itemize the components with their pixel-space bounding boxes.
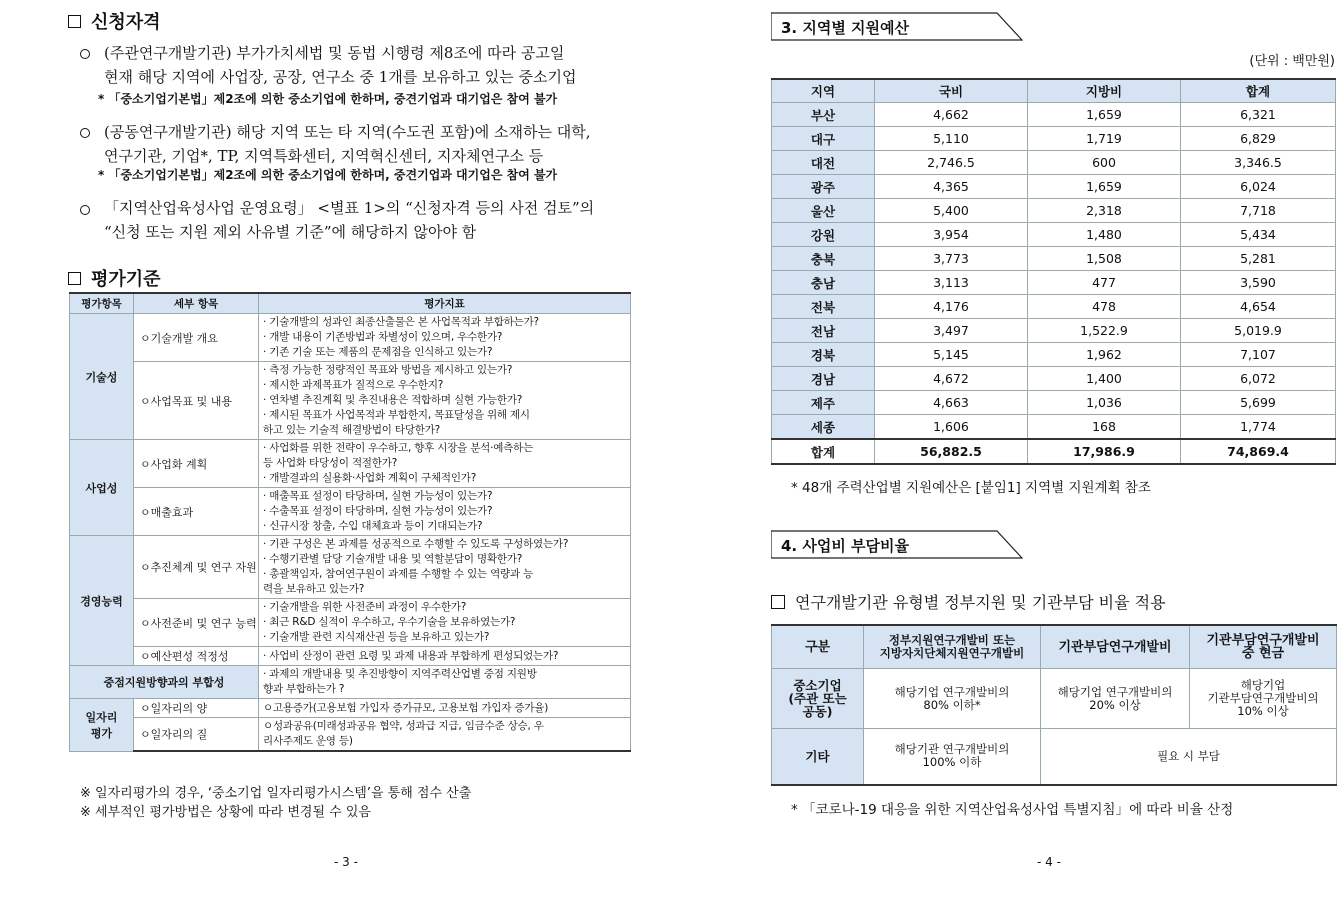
local-cell: 1,659	[1028, 103, 1181, 127]
header-cell	[864, 625, 1041, 669]
budget-title: 3. 지역별 지원예산	[781, 19, 910, 37]
indicator-cell	[259, 666, 631, 699]
cell-line: 기관부담연구개발비의	[1207, 691, 1319, 705]
sub-item-cell: ㅇ추진체계 및 연구 자원	[134, 536, 259, 599]
indicator-cell	[259, 599, 631, 647]
eligibility-note-1: * 「중소기업기본법」제2조에 의한 중소기업에 한하며, 중견기업과 대기업은 참여 불가	[98, 92, 558, 106]
circle-bullet-icon	[80, 205, 90, 215]
local-cell: 478	[1028, 295, 1181, 319]
ratio-cell	[864, 669, 1041, 729]
indicator-line: · 수출목표 설정이 타당하며, 실현 가능성이 있는가?	[263, 505, 493, 517]
table-row	[772, 729, 1337, 785]
page-number: - 4 -	[1037, 855, 1061, 869]
national-cell: 2,746.5	[875, 151, 1028, 175]
indicator-line: · 측정 가능한 정량적인 목표와 방법을 제시하고 있는가?	[263, 364, 513, 376]
category-line: 일자리	[85, 710, 118, 724]
local-cell: 1,962	[1028, 343, 1181, 367]
national-cell: 4,663	[875, 391, 1028, 415]
total-label: 합계	[772, 439, 875, 464]
table-row	[772, 343, 1336, 367]
national-cell: 4,176	[875, 295, 1028, 319]
local-cell: 1,508	[1028, 247, 1181, 271]
indicator-line: · 연차별 추진계획 및 추진내용은 적합하며 실현 가능한가?	[263, 394, 523, 406]
table-row	[772, 271, 1336, 295]
total-local: 17,986.9	[1028, 439, 1181, 464]
sub-item-cell: ㅇ사전준비 및 연구 능력	[134, 599, 259, 647]
header-cell: 구분	[772, 625, 864, 669]
category-line: 평가	[90, 726, 113, 740]
table-row	[772, 367, 1336, 391]
table-header-row	[772, 625, 1337, 669]
total-sum: 74,869.4	[1181, 439, 1336, 464]
indicator-line: · 제시된 목표가 사업목적과 부합한지, 목표달성을 위해 제시	[263, 409, 530, 421]
region-cell: 경북	[772, 343, 875, 367]
region-cell: 세종	[772, 415, 875, 440]
cell-line: 해당기업	[1240, 678, 1286, 692]
region-cell: 전남	[772, 319, 875, 343]
total-row	[772, 439, 1336, 464]
indicator-line: · 기관 구성은 본 과제를 성공적으로 수행할 수 있도록 구성하였는가?	[263, 538, 569, 550]
sub-item-cell: ㅇ예산편성 적정성	[134, 647, 259, 666]
category-line: 공동)	[802, 704, 833, 719]
national-cell: 5,400	[875, 199, 1028, 223]
local-cell: 600	[1028, 151, 1181, 175]
indicator-line: · 매출목표 설정이 타당하며, 실현 가능성이 있는가?	[263, 490, 493, 502]
ratio-cell	[1190, 669, 1337, 729]
ratio-cell	[864, 729, 1041, 785]
eligibility-item-1-line2: 현재 해당 지역에 사업장, 공장, 연구소 중 1개를 보유하고 있는 중소기업	[104, 68, 577, 86]
table-row	[70, 699, 631, 718]
category-cell	[772, 669, 864, 729]
indicator-line: · 총괄책임자, 참여연구원이 과제를 수행할 수 있는 역량과 능	[263, 568, 534, 580]
header-cell: 지역	[772, 79, 875, 103]
cell-line: 100% 이하	[922, 755, 982, 770]
sum-cell: 1,774	[1181, 415, 1336, 440]
category-cell	[70, 699, 134, 752]
header-cell: 기관부담연구개발비	[1041, 625, 1190, 669]
indicator-cell	[259, 647, 631, 666]
table-row	[70, 599, 631, 647]
eligibility-item-3	[104, 196, 594, 244]
local-cell: 1,400	[1028, 367, 1181, 391]
category-line: (주관 또는	[788, 691, 847, 706]
sum-cell: 5,281	[1181, 247, 1336, 271]
national-cell: 5,145	[875, 343, 1028, 367]
table-row	[772, 415, 1336, 440]
circle-bullet-icon	[80, 128, 90, 138]
local-cell: 1,522.9	[1028, 319, 1181, 343]
sum-cell: 6,024	[1181, 175, 1336, 199]
table-row	[772, 247, 1336, 271]
indicator-cell	[259, 718, 631, 752]
indicator-line: ㅇ성과공유(미래성과공유 협약, 성과급 지급, 임금수준 상승, 우	[263, 720, 544, 732]
indicator-line: 향과 부합하는가 ?	[263, 683, 345, 695]
eligibility-item-3-line2: “신청 또는 지원 제외 사유별 기준”에 해당하지 않아야 함	[104, 223, 477, 241]
unit-label: (단위 : 백만원)	[1249, 54, 1335, 69]
national-cell: 3,773	[875, 247, 1028, 271]
budget-table	[771, 78, 1336, 465]
cell-line: 해당기업 연구개발비의	[1057, 684, 1173, 699]
budget-note: * 48개 주력산업별 지원예산은 [붙임1] 지역별 지원계획 참조	[791, 480, 1151, 496]
table-row	[772, 175, 1336, 199]
sum-cell: 7,718	[1181, 199, 1336, 223]
national-cell: 4,662	[875, 103, 1028, 127]
table-row	[772, 127, 1336, 151]
region-cell: 광주	[772, 175, 875, 199]
table-row	[772, 319, 1336, 343]
table-row	[772, 151, 1336, 175]
region-cell: 제주	[772, 391, 875, 415]
indicator-cell	[259, 536, 631, 599]
indicator-line: 등 사업화 타당성이 적절한가?	[263, 457, 398, 469]
cell-line: 80% 이하*	[923, 697, 981, 712]
national-cell: 3,954	[875, 223, 1028, 247]
sum-cell: 6,321	[1181, 103, 1336, 127]
ratio-subtitle	[771, 590, 1166, 613]
indicator-cell	[259, 362, 631, 440]
local-cell: 1,036	[1028, 391, 1181, 415]
indicator-cell	[259, 699, 631, 718]
sum-cell: 5,434	[1181, 223, 1336, 247]
table-row	[772, 199, 1336, 223]
local-cell: 477	[1028, 271, 1181, 295]
evaluation-note-1: ※ 일자리평가의 경우, ‘중소기업 일자리평가시스템’을 통해 점수 산출	[80, 786, 472, 801]
category-cell: 경영능력	[70, 536, 134, 666]
indicator-line: 하고 있는 기술적 해결방법이 타당한가?	[263, 424, 441, 436]
table-header-row	[772, 79, 1336, 103]
table-row	[772, 295, 1336, 319]
local-cell: 1,659	[1028, 175, 1181, 199]
sub-item-cell: ㅇ일자리의 양	[134, 699, 259, 718]
category-cell: 기술성	[70, 314, 134, 440]
local-cell: 1,480	[1028, 223, 1181, 247]
eligibility-heading	[68, 8, 161, 34]
header-cell: 지방비	[1028, 79, 1181, 103]
sum-cell: 6,829	[1181, 127, 1336, 151]
category-cell: 중점지원방향과의 부합성	[70, 666, 259, 699]
table-row	[70, 536, 631, 599]
region-cell: 부산	[772, 103, 875, 127]
region-cell: 전북	[772, 295, 875, 319]
indicator-cell	[259, 440, 631, 488]
evaluation-note-2: ※ 세부적인 평가방법은 상황에 따라 변경될 수 있음	[80, 805, 371, 820]
national-cell: 5,110	[875, 127, 1028, 151]
indicator-line: · 최근 R&D 실적이 우수하고, 우수기술을 보유하였는가?	[263, 616, 516, 628]
ratio-table	[771, 624, 1337, 786]
page-4	[660, 0, 1341, 917]
indicator-line: · 개발 내용이 기존방법과 차별성이 있으며, 우수한가?	[263, 331, 503, 343]
region-cell: 울산	[772, 199, 875, 223]
sub-item-cell: ㅇ사업화 계획	[134, 440, 259, 488]
sum-cell: 3,590	[1181, 271, 1336, 295]
sum-cell: 4,654	[1181, 295, 1336, 319]
sub-item-cell: ㅇ사업목표 및 내용	[134, 362, 259, 440]
checkbox-icon	[771, 595, 785, 609]
eligibility-item-1-line1: (주관연구개발기관) 부가가치세법 및 동법 시행령 제8조에 따라 공고일	[104, 44, 565, 62]
local-cell: 1,719	[1028, 127, 1181, 151]
page-number: - 3 -	[334, 855, 358, 869]
header-cell: 합계	[1181, 79, 1336, 103]
ratio-subtitle-text: 연구개발기관 유형별 정부지원 및 기관부담 비율 적용	[795, 593, 1166, 612]
table-row	[772, 223, 1336, 247]
sum-cell: 5,699	[1181, 391, 1336, 415]
sum-cell: 5,019.9	[1181, 319, 1336, 343]
region-cell: 충남	[772, 271, 875, 295]
cell-line: 해당기관 연구개발비의	[894, 742, 1010, 757]
indicator-line: · 신규시장 창출, 수입 대체효과 등이 기대되는가?	[263, 520, 483, 532]
indicator-line: 리사주제도 운영 등)	[263, 735, 353, 747]
local-cell: 168	[1028, 415, 1181, 440]
eligibility-item-2-line1: (공동연구개발기관) 해당 지역 또는 타 지역(수도권 포함)에 소재하는 대학,	[104, 123, 591, 141]
header-line: 지방자치단체지원연구개발비	[879, 646, 1025, 660]
indicator-line: · 과제의 개발내용 및 추진방향이 지역주력산업별 중점 지원방	[263, 668, 537, 680]
cell-line: 해당기업 연구개발비의	[894, 684, 1010, 699]
cell-line: 20% 이상	[1089, 697, 1141, 712]
table-row	[772, 669, 1337, 729]
table-row	[772, 391, 1336, 415]
ratio-cell: 필요 시 부담	[1041, 729, 1337, 785]
circle-bullet-icon	[80, 49, 90, 59]
indicator-line: · 제시한 과제목표가 질적으로 우수한지?	[263, 379, 444, 391]
eligibility-title: 신청자격	[91, 12, 161, 33]
header-line: 정부지원연구개발비 또는	[888, 633, 1016, 647]
sum-cell: 7,107	[1181, 343, 1336, 367]
evaluation-heading	[68, 265, 161, 291]
eligibility-item-3-line1: 「지역산업육성사업 운영요령」 <별표 1>의 “신청자격 등의 사전 검토”의	[104, 199, 595, 217]
header-cell	[1190, 625, 1337, 669]
indicator-cell	[259, 488, 631, 536]
table-row	[772, 103, 1336, 127]
category-cell: 사업성	[70, 440, 134, 536]
header-line: 기관부담연구개발비	[1206, 633, 1320, 648]
category-cell: 기타	[772, 729, 864, 785]
ratio-note: * 「코로나-19 대응을 위한 지역산업육성사업 특별지침」에 따라 비율 산정	[791, 802, 1234, 818]
header-cell: 국비	[875, 79, 1028, 103]
sub-item-cell: ㅇ매출효과	[134, 488, 259, 536]
checkbox-icon	[68, 15, 81, 28]
total-national: 56,882.5	[875, 439, 1028, 464]
indicator-line: ㅇ고용증가(고용보험 가입자 증가규모, 고용보험 가입자 증가율)	[263, 701, 549, 714]
region-cell: 대전	[772, 151, 875, 175]
national-cell: 1,606	[875, 415, 1028, 440]
indicator-line: · 사업비 산정이 관련 요령 및 과제 내용과 부합하게 편성되었는가?	[263, 649, 559, 662]
indicator-line: · 사업화를 위한 전략이 우수하고, 향후 시장을 분석·예측하는	[263, 442, 534, 454]
region-cell: 충북	[772, 247, 875, 271]
table-row	[70, 362, 631, 440]
evaluation-table	[69, 292, 631, 752]
region-cell: 대구	[772, 127, 875, 151]
eligibility-item-2	[104, 120, 591, 168]
category-line: 중소기업	[793, 678, 842, 693]
checkbox-icon	[68, 272, 81, 285]
table-row	[70, 488, 631, 536]
table-row	[70, 314, 631, 362]
national-cell: 3,497	[875, 319, 1028, 343]
indicator-line: · 수행기관별 담당 기술개발 내용 및 역할분담이 명확한가?	[263, 553, 523, 565]
header-line: 중 현금	[1241, 646, 1285, 661]
eligibility-note-2: * 「중소기업기본법」제2조에 의한 중소기업에 한하며, 중견기업과 대기업은 참여 불가	[98, 168, 558, 182]
indicator-line: · 개발결과의 실용화·사업화 계획이 구체적인가?	[263, 472, 477, 484]
table-row	[70, 647, 631, 666]
table-row	[70, 666, 631, 699]
cell-line: 10% 이상	[1237, 704, 1289, 718]
ratio-cell	[1041, 669, 1190, 729]
region-cell: 경남	[772, 367, 875, 391]
region-cell: 강원	[772, 223, 875, 247]
page-3	[0, 0, 660, 917]
ratio-section-tab	[771, 530, 1023, 558]
sub-item-cell: ㅇ기술개발 개요	[134, 314, 259, 362]
budget-section-tab	[771, 12, 1023, 40]
indicator-cell	[259, 314, 631, 362]
header-cell: 세부 항목	[134, 293, 259, 314]
indicator-line: 력을 보유하고 있는가?	[263, 583, 365, 595]
eligibility-item-1	[104, 41, 576, 89]
table-row	[70, 440, 631, 488]
ratio-title: 4. 사업비 부담비율	[781, 537, 910, 555]
header-cell: 평가항목	[70, 293, 134, 314]
indicator-line: · 기술개발 관련 지식재산권 등을 보유하고 있는가?	[263, 631, 490, 643]
sum-cell: 6,072	[1181, 367, 1336, 391]
indicator-line: · 기존 기술 또는 제품의 문제점을 인식하고 있는가?	[263, 346, 493, 358]
table-row	[70, 718, 631, 752]
national-cell: 4,365	[875, 175, 1028, 199]
national-cell: 4,672	[875, 367, 1028, 391]
sum-cell: 3,346.5	[1181, 151, 1336, 175]
indicator-line: · 기술개발의 성과인 최종산출물은 본 사업목적과 부합하는가?	[263, 316, 539, 328]
evaluation-title: 평가기준	[91, 269, 161, 290]
local-cell: 2,318	[1028, 199, 1181, 223]
header-cell: 평가지표	[259, 293, 631, 314]
indicator-line: · 기술개발을 위한 사전준비 과정이 우수한가?	[263, 601, 467, 613]
table-header-row	[70, 293, 631, 314]
eligibility-item-2-line2: 연구기관, 기업*, TP, 지역특화센터, 지역혁신센터, 지자체연구소 등	[104, 147, 544, 165]
national-cell: 3,113	[875, 271, 1028, 295]
sub-item-cell: ㅇ일자리의 질	[134, 718, 259, 752]
